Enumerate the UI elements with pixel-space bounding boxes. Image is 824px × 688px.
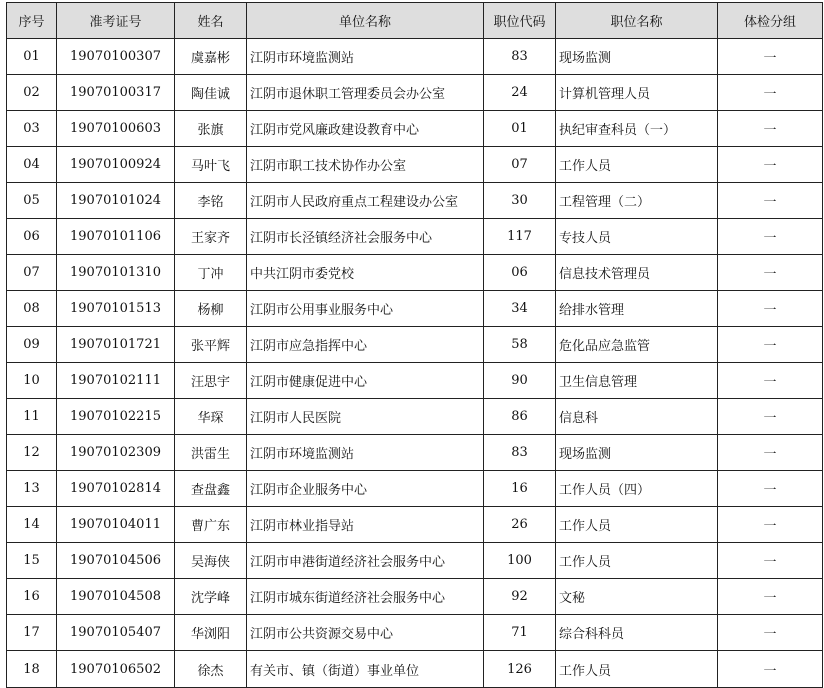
header-position-code: 职位代码 — [484, 3, 556, 39]
cell-exam-group: 一 — [718, 399, 823, 435]
cell-position-code: 58 — [484, 327, 556, 363]
cell-name: 查盘鑫 — [175, 471, 247, 507]
cell-name: 华琛 — [175, 399, 247, 435]
cell-position-code: 06 — [484, 255, 556, 291]
cell-serial-no: 08 — [7, 291, 57, 327]
cell-exam-group: 一 — [718, 471, 823, 507]
cell-exam-ticket-no: 19070102111 — [57, 363, 175, 399]
cell-unit-name: 江阴市城东街道经济社会服务中心 — [247, 579, 484, 615]
cell-position-code: 71 — [484, 615, 556, 651]
cell-position-name: 综合科科员 — [556, 615, 718, 651]
cell-name: 虞嘉彬 — [175, 39, 247, 75]
cell-unit-name: 江阴市企业服务中心 — [247, 471, 484, 507]
cell-name: 陶佳诚 — [175, 75, 247, 111]
table-row — [7, 111, 823, 147]
cell-position-code: 07 — [484, 147, 556, 183]
cell-exam-ticket-no: 19070100317 — [57, 75, 175, 111]
cell-exam-group: 一 — [718, 255, 823, 291]
cell-unit-name: 江阴市申港街道经济社会服务中心 — [247, 543, 484, 579]
cell-name: 张平辉 — [175, 327, 247, 363]
cell-position-name: 专技人员 — [556, 219, 718, 255]
cell-unit-name: 江阴市公用事业服务中心 — [247, 291, 484, 327]
cell-serial-no: 12 — [7, 435, 57, 471]
cell-position-code: 90 — [484, 363, 556, 399]
cell-name: 丁冲 — [175, 255, 247, 291]
cell-name: 汪思宇 — [175, 363, 247, 399]
table-row — [7, 291, 823, 327]
cell-position-name: 工作人员 — [556, 147, 718, 183]
cell-exam-group: 一 — [718, 147, 823, 183]
cell-serial-no: 15 — [7, 543, 57, 579]
table-row — [7, 363, 823, 399]
table-row — [7, 399, 823, 435]
cell-name: 马叶飞 — [175, 147, 247, 183]
cell-unit-name: 江阴市健康促进中心 — [247, 363, 484, 399]
cell-exam-group: 一 — [718, 219, 823, 255]
cell-exam-group: 一 — [718, 435, 823, 471]
cell-exam-group: 一 — [718, 291, 823, 327]
cell-position-name: 信息技术管理员 — [556, 255, 718, 291]
table-row — [7, 147, 823, 183]
cell-exam-group: 一 — [718, 615, 823, 651]
cell-serial-no: 06 — [7, 219, 57, 255]
header-position-name: 职位名称 — [556, 3, 718, 39]
cell-exam-ticket-no: 19070102309 — [57, 435, 175, 471]
cell-unit-name: 江阴市长泾镇经济社会服务中心 — [247, 219, 484, 255]
cell-name: 洪雷生 — [175, 435, 247, 471]
physical-exam-list-table — [6, 2, 823, 688]
cell-position-code: 86 — [484, 399, 556, 435]
cell-position-name: 工程管理（二） — [556, 183, 718, 219]
cell-position-code: 24 — [484, 75, 556, 111]
cell-position-code: 01 — [484, 111, 556, 147]
cell-unit-name: 江阴市职工技术协作办公室 — [247, 147, 484, 183]
cell-position-name: 工作人员（四） — [556, 471, 718, 507]
header-name: 姓名 — [175, 3, 247, 39]
cell-position-name: 卫生信息管理 — [556, 363, 718, 399]
cell-position-name: 现场监测 — [556, 39, 718, 75]
table-row — [7, 219, 823, 255]
results-table-container — [6, 2, 823, 688]
cell-unit-name: 有关市、镇（街道）事业单位 — [247, 651, 484, 688]
table-row — [7, 75, 823, 111]
cell-exam-ticket-no: 19070101310 — [57, 255, 175, 291]
cell-name: 沈学峰 — [175, 579, 247, 615]
cell-exam-group: 一 — [718, 75, 823, 111]
cell-exam-group: 一 — [718, 651, 823, 688]
cell-exam-ticket-no: 19070101513 — [57, 291, 175, 327]
cell-unit-name: 中共江阴市委党校 — [247, 255, 484, 291]
cell-serial-no: 05 — [7, 183, 57, 219]
cell-position-code: 100 — [484, 543, 556, 579]
table-body — [7, 39, 823, 688]
cell-exam-group: 一 — [718, 111, 823, 147]
cell-position-code: 126 — [484, 651, 556, 688]
cell-unit-name: 江阴市应急指挥中心 — [247, 327, 484, 363]
cell-position-name: 执纪审查科员（一） — [556, 111, 718, 147]
cell-position-code: 92 — [484, 579, 556, 615]
cell-unit-name: 江阴市环境监测站 — [247, 39, 484, 75]
cell-position-name: 计算机管理人员 — [556, 75, 718, 111]
cell-serial-no: 02 — [7, 75, 57, 111]
cell-unit-name: 江阴市退休职工管理委员会办公室 — [247, 75, 484, 111]
cell-position-name: 文秘 — [556, 579, 718, 615]
header-exam-group: 体检分组 — [718, 3, 823, 39]
cell-serial-no: 16 — [7, 579, 57, 615]
cell-position-code: 83 — [484, 39, 556, 75]
cell-exam-ticket-no: 19070101024 — [57, 183, 175, 219]
cell-serial-no: 11 — [7, 399, 57, 435]
cell-exam-ticket-no: 19070104011 — [57, 507, 175, 543]
cell-exam-ticket-no: 19070105407 — [57, 615, 175, 651]
cell-unit-name: 江阴市党风廉政建设教育中心 — [247, 111, 484, 147]
cell-exam-ticket-no: 19070100307 — [57, 39, 175, 75]
cell-name: 华浏阳 — [175, 615, 247, 651]
cell-unit-name: 江阴市公共资源交易中心 — [247, 615, 484, 651]
cell-position-code: 34 — [484, 291, 556, 327]
cell-exam-group: 一 — [718, 543, 823, 579]
header-exam-ticket-no: 准考证号 — [57, 3, 175, 39]
cell-name: 李铭 — [175, 183, 247, 219]
cell-position-code: 117 — [484, 219, 556, 255]
cell-exam-ticket-no: 19070100924 — [57, 147, 175, 183]
cell-serial-no: 04 — [7, 147, 57, 183]
cell-name: 曹广东 — [175, 507, 247, 543]
cell-serial-no: 01 — [7, 39, 57, 75]
cell-exam-ticket-no: 19070102215 — [57, 399, 175, 435]
cell-exam-ticket-no: 19070106502 — [57, 651, 175, 688]
header-serial-no: 序号 — [7, 3, 57, 39]
cell-unit-name: 江阴市人民医院 — [247, 399, 484, 435]
cell-exam-group: 一 — [718, 507, 823, 543]
cell-position-name: 危化品应急监管 — [556, 327, 718, 363]
cell-exam-ticket-no: 19070104508 — [57, 579, 175, 615]
table-row — [7, 183, 823, 219]
cell-position-name: 信息科 — [556, 399, 718, 435]
cell-serial-no: 18 — [7, 651, 57, 688]
table-row — [7, 471, 823, 507]
table-row — [7, 579, 823, 615]
cell-position-name: 工作人员 — [556, 651, 718, 688]
table-row — [7, 327, 823, 363]
cell-position-code: 16 — [484, 471, 556, 507]
cell-serial-no: 14 — [7, 507, 57, 543]
cell-position-name: 给排水管理 — [556, 291, 718, 327]
cell-exam-ticket-no: 19070104506 — [57, 543, 175, 579]
table-row — [7, 543, 823, 579]
cell-exam-group: 一 — [718, 183, 823, 219]
cell-unit-name: 江阴市环境监测站 — [247, 435, 484, 471]
cell-serial-no: 09 — [7, 327, 57, 363]
cell-serial-no: 07 — [7, 255, 57, 291]
table-row — [7, 507, 823, 543]
cell-serial-no: 13 — [7, 471, 57, 507]
cell-exam-ticket-no: 19070101106 — [57, 219, 175, 255]
cell-exam-ticket-no: 19070101721 — [57, 327, 175, 363]
cell-position-name: 工作人员 — [556, 507, 718, 543]
cell-name: 张旗 — [175, 111, 247, 147]
cell-position-name: 现场监测 — [556, 435, 718, 471]
table-row — [7, 615, 823, 651]
cell-name: 王家齐 — [175, 219, 247, 255]
cell-name: 徐杰 — [175, 651, 247, 688]
header-unit-name: 单位名称 — [247, 3, 484, 39]
cell-exam-ticket-no: 19070102814 — [57, 471, 175, 507]
cell-serial-no: 03 — [7, 111, 57, 147]
cell-name: 吴海侠 — [175, 543, 247, 579]
cell-exam-group: 一 — [718, 327, 823, 363]
table-row — [7, 39, 823, 75]
cell-unit-name: 江阴市林业指导站 — [247, 507, 484, 543]
cell-position-code: 83 — [484, 435, 556, 471]
cell-serial-no: 10 — [7, 363, 57, 399]
cell-exam-group: 一 — [718, 579, 823, 615]
cell-name: 杨柳 — [175, 291, 247, 327]
table-header — [7, 3, 823, 39]
header-row — [7, 3, 823, 39]
table-row — [7, 435, 823, 471]
cell-exam-group: 一 — [718, 39, 823, 75]
table-row — [7, 255, 823, 291]
cell-position-code: 26 — [484, 507, 556, 543]
cell-unit-name: 江阴市人民政府重点工程建设办公室 — [247, 183, 484, 219]
cell-exam-group: 一 — [718, 363, 823, 399]
cell-serial-no: 17 — [7, 615, 57, 651]
cell-position-name: 工作人员 — [556, 543, 718, 579]
cell-position-code: 30 — [484, 183, 556, 219]
cell-exam-ticket-no: 19070100603 — [57, 111, 175, 147]
